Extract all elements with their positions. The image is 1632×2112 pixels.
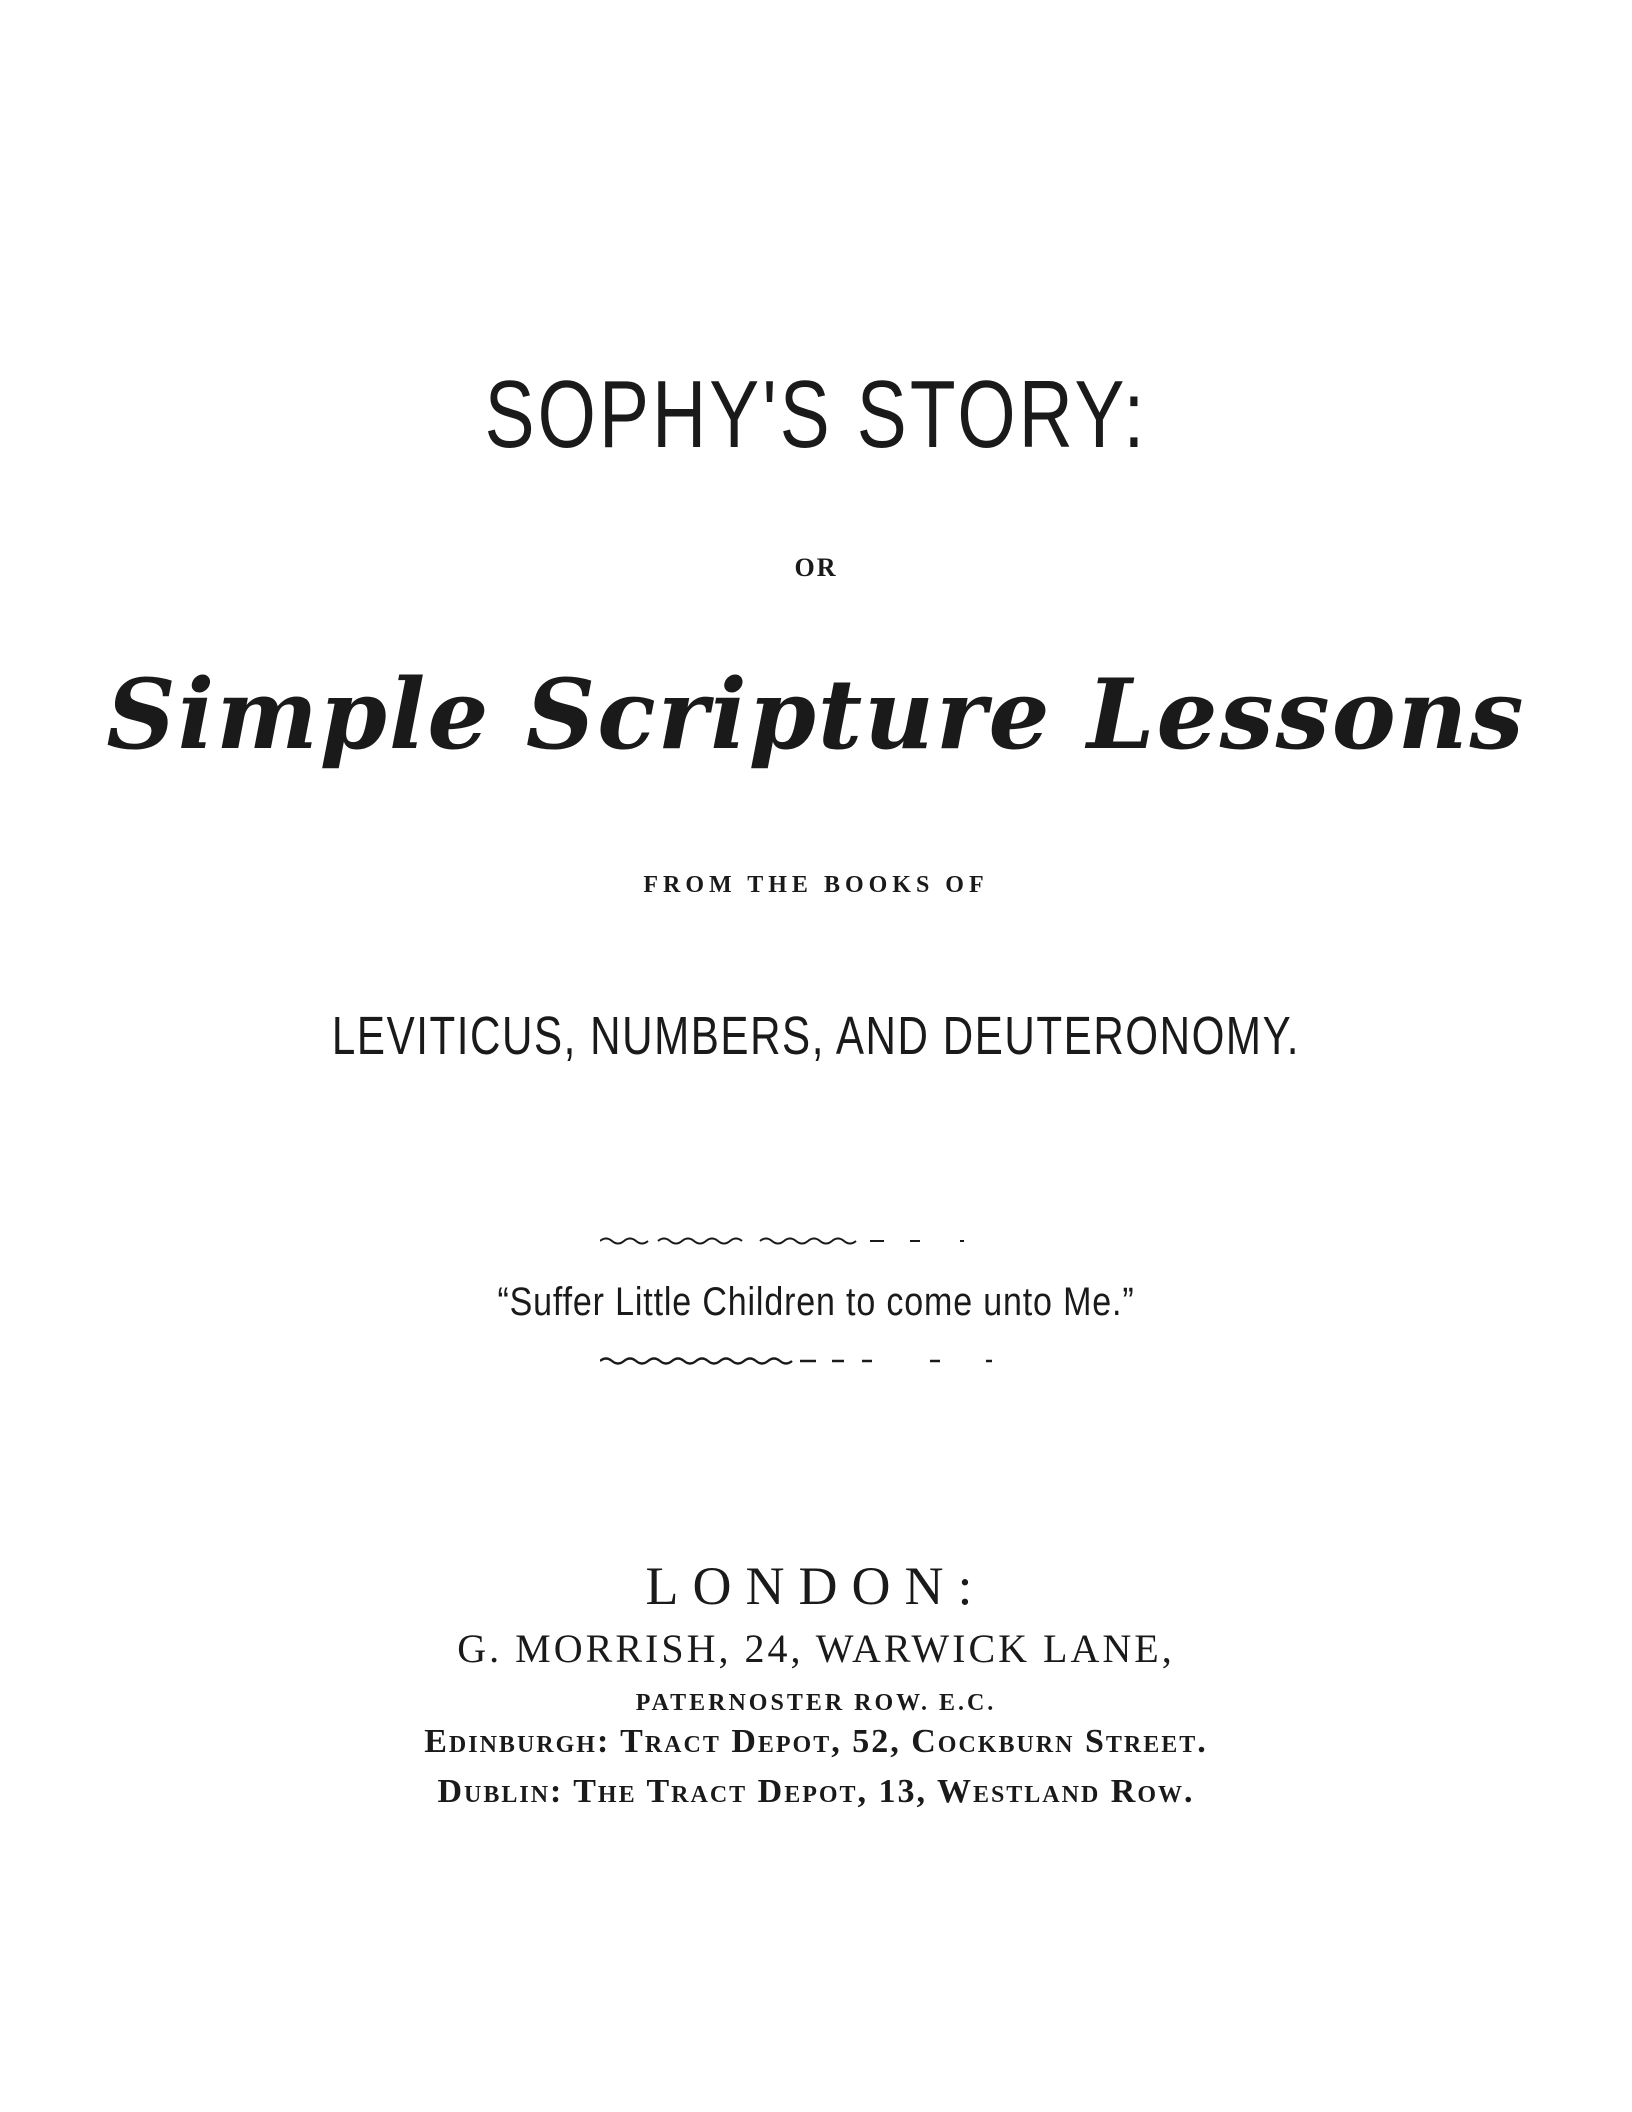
or-connector: OR bbox=[794, 553, 838, 582]
book-subtitle: Simple Scripture Lessons bbox=[106, 658, 1526, 771]
decorative-rule-bottom bbox=[600, 1353, 1000, 1367]
scripture-motto: “Suffer Little Children to come unto Me.” bbox=[497, 1280, 1135, 1324]
imprint-publisher: G. MORRISH, 24, WARWICK LANE, bbox=[457, 1626, 1175, 1671]
from-books-line: FROM THE BOOKS OF bbox=[643, 872, 989, 898]
book-title: SOPHY'S STORY: bbox=[484, 361, 1148, 468]
imprint-city: LONDON: bbox=[645, 1556, 987, 1616]
books-list: LEVITICUS, NUMBERS, AND DEUTERONOMY. bbox=[331, 1006, 1301, 1066]
imprint-street: PATERNOSTER ROW. E.C. bbox=[635, 1690, 997, 1716]
imprint-dublin: Dublin: The Tract Depot, 13, Westland Row. bbox=[437, 1773, 1195, 1810]
decorative-rule-top bbox=[600, 1233, 1000, 1247]
imprint-edinburgh: Edinburgh: Tract Depot, 52, Cockburn Street. bbox=[424, 1723, 1208, 1760]
